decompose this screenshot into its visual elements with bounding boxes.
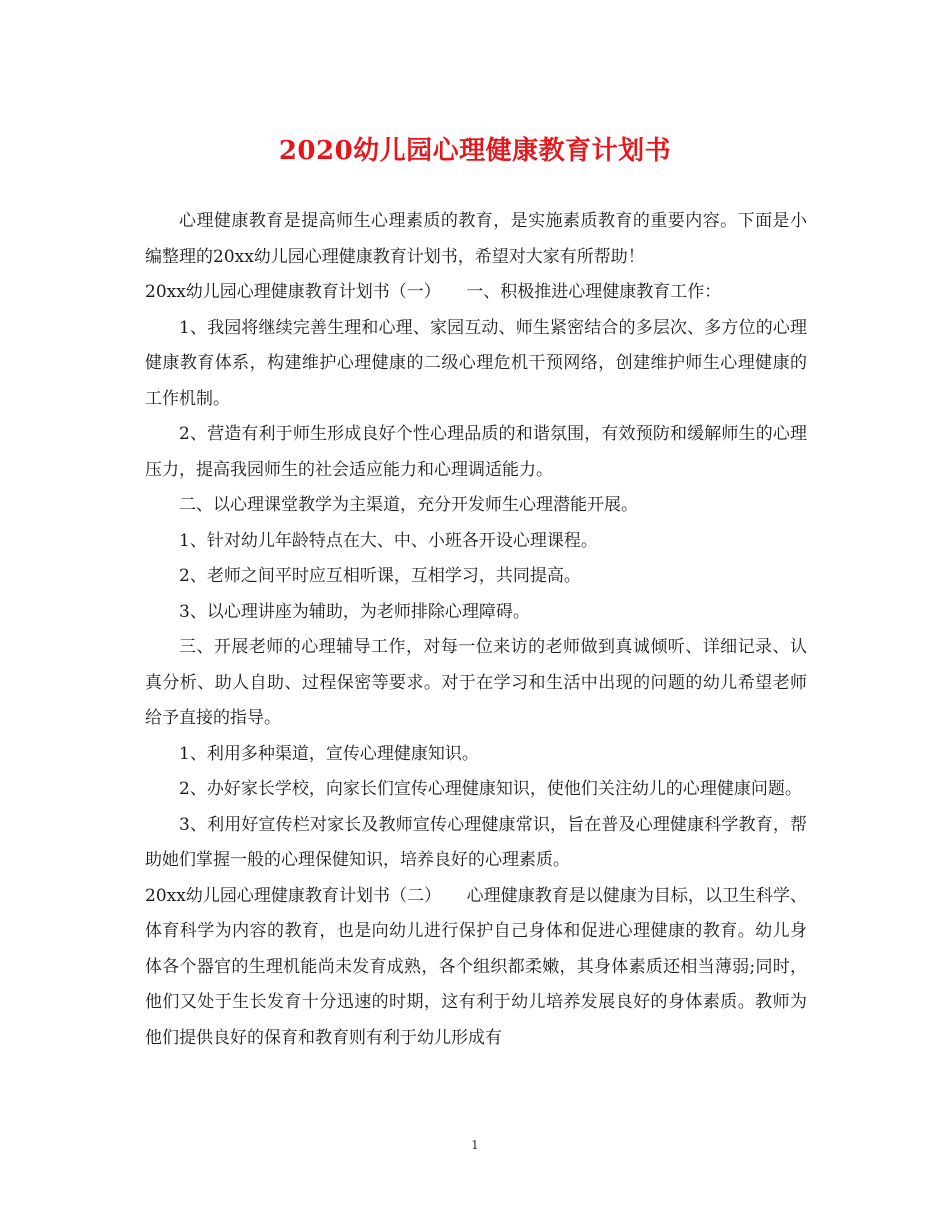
document-title: 2020幼儿园心理健康教育计划书 [278,136,672,166]
paragraph-item-2-3: 3、以心理讲座为辅助，为老师排除心理障碍。 [179,601,530,622]
paragraph-item-1-2: 2、营造有利于师生形成良好个性心理品质的和谐氛围，有效预防和缓解师生的心理压力，提高我园师生的社会适应能力和心理调适能力。 [145,424,807,480]
paragraph-item-3-3: 3、利用好宣传栏对家长及教师宣传心理健康常识，旨在普及心理健康科学教育，帮助她们掌握一般的心理保健知识，培养良好的心理素质。 [145,814,807,870]
paragraph-item-1-1: 1、我园将继续完善生理和心理、家园互动、师生紧密结合的多层次、多方位的心理健康教育体系，构建维护心理健康的二级心理危机干预网络，创建维护师生心理健康的工作机制。 [145,317,807,409]
page-number: 1 [471,1138,479,1152]
paragraph-section-two: 二、以心理课堂教学为主渠道，充分开发师生心理潜能开展。 [179,495,638,515]
paragraph-item-3-2: 2、办好家长学校，向家长们宣传心理健康知识，使他们关注幼儿的心理健康问题。 [179,779,802,799]
paragraph-intro: 心理健康教育是提高师生心理素质的教育，是实施素质教育的重要内容。下面是小编整理的20xx幼儿园心理健康教育计划书，希望对大家有所帮助！ [145,211,807,267]
paragraph-section-three: 三、开展老师的心理辅导工作，对每一位来访的老师做到真诚倾听、详细记录、认真分析、助人自助、过程保密等要求。对于在学习和生活中出现的问题的幼儿希望老师给予直接的指导。 [145,637,807,728]
paragraph-plan-two: 20xx幼儿园心理健康教育计划书（二） 心理健康教育是以健康为目标，以卫生科学、体育科学为内容的教育，也是向幼儿进行保护自己身体和促进心理健康的教育。幼儿身体各个器官的生理机能尚未发育成熟，各个组织都柔嫩，其身体素质还相当薄弱;同时，他们又处于生长发育十分迅速的时期，这有利于幼儿培养发展良好的身体素质。教师为他们提供良好的保育和教育则有利于幼儿形成有 [145,885,807,1048]
paragraph-item-2-2: 2、老师之间平时应互相听课，互相学习，共同提高。 [179,566,581,586]
paragraph-plan-one-heading: 20xx幼儿园心理健康教育计划书（一） 一、积极推进心理健康教育工作： [145,282,722,302]
paragraph-item-2-1: 1、针对幼儿年龄特点在大、中、小班各开设心理课程。 [179,530,598,551]
paragraph-item-3-1: 1、利用多种渠道，宣传心理健康知识。 [179,743,479,764]
document-body [145,204,807,1056]
